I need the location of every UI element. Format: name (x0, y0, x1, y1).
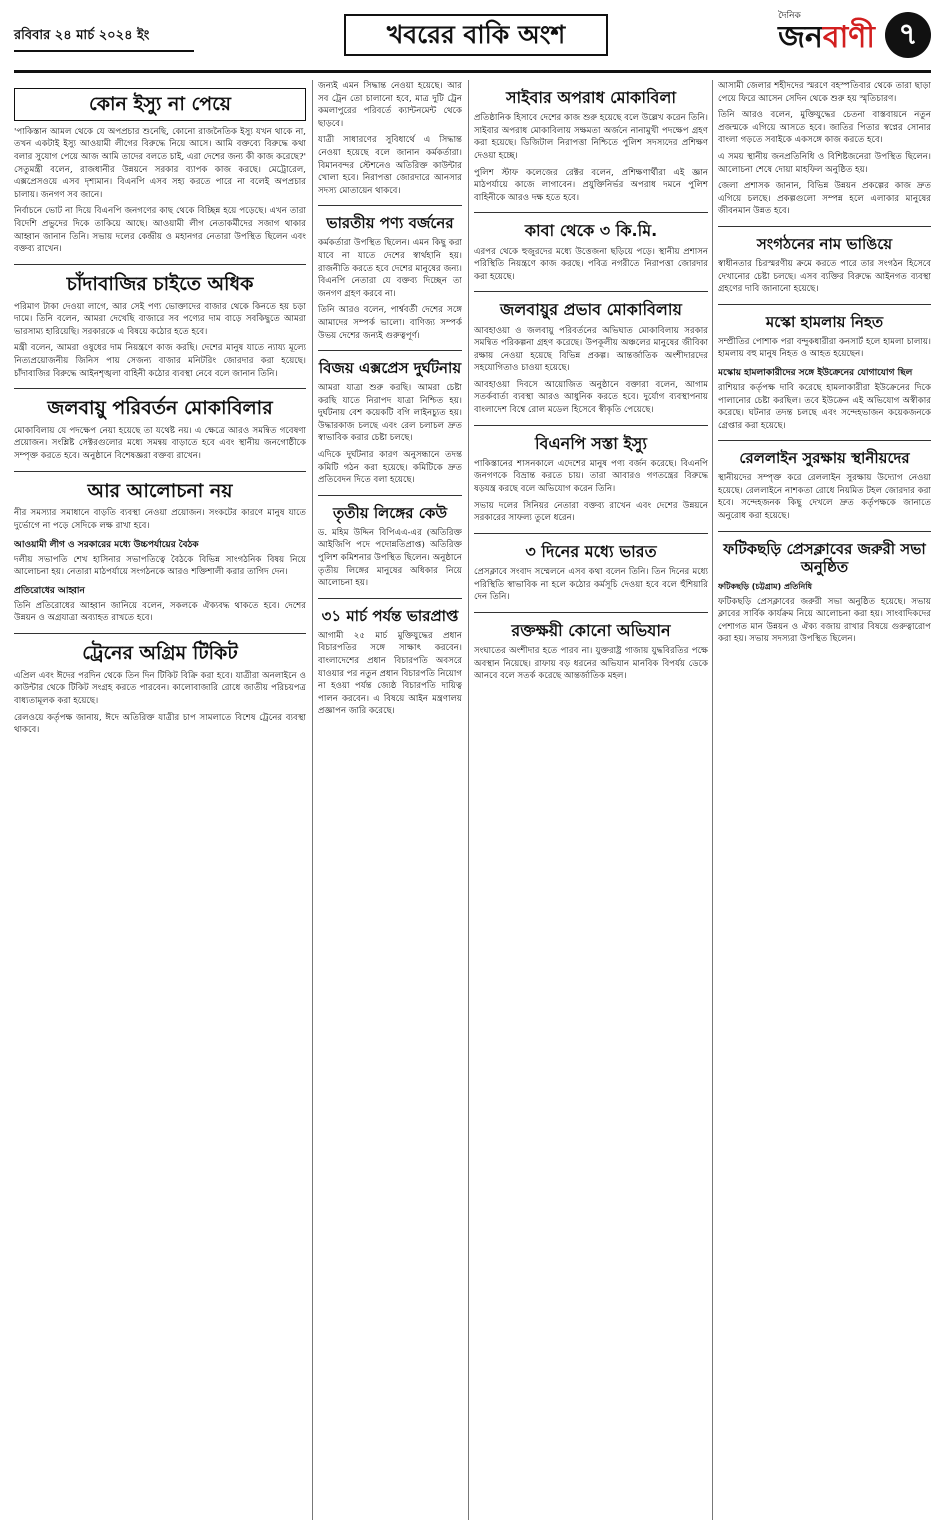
headline: ৩ দিনের মধ্যে ভারত (525, 541, 657, 561)
divider (14, 471, 306, 472)
headline: তৃতীয় লিঙ্গের কেউ (332, 503, 448, 522)
article-text: পুলিশ স্টাফ কলেজের রেক্টর বলেন, প্রশিক্ষণার্থীরা এই জ্ঞান মাঠপর্যায়ে কাজে লাগাবেন। প্রযুক্তিনির্ভর অপরাধ দমনে পুলিশ বাহিনীকে আরও দক্ষ হতে হবে। (474, 167, 708, 203)
divider (718, 440, 931, 441)
headline: রেললাইন সুরক্ষায় স্থানীয়দের (739, 449, 910, 468)
column-2 (318, 80, 462, 1520)
headline: জলবায়ু পরিবর্তন মোকাবিলার (47, 397, 273, 420)
article-text: আগামী ২৫ মার্চ মুক্তিযুদ্ধের প্রধান বিচারপতির সঙ্গে সাক্ষাৎ করবেন। বাংলাদেশের প্রধান বিচারপতি অবসরে যাওয়ার পর নতুন প্রধান বিচারপতি নিয়োগ না হওয়া পর্যন্ত জ্যেষ্ঠ বিচারপতি দায়িত্ব পালন করবেন। এ বিষয়ে আইন মন্ত্রণালয় প্রজ্ঞাপন জারি করেছে। (318, 630, 462, 717)
logo-tagline: দৈনিক (778, 11, 801, 21)
divider (14, 264, 306, 265)
headline: চাঁদাবাজির চাইতে অধিক (66, 272, 254, 295)
page-number-badge: ৭ (885, 12, 931, 58)
divider (14, 633, 306, 634)
article-text: জেলা প্রশাসক জানান, বিভিন্ন উন্নয়ন প্রকল্পের কাজ দ্রুত এগিয়ে চলছে। প্রকল্পগুলো সম্পন্ন হলে এলাকার মানুষের জীবনমান উন্নত হবে। (718, 181, 931, 217)
article-text: পরিমাণ টাকা দেওয়া লাগে, আর সেই পণ্য ভোক্তাদের বাজার থেকে কিনতে হয় চড়া দামে। তিনি বলেন, আমরা দেখেছি বাজারে সব পণ্যের দাম বাড়ে সবকিছুতে আমরা ভারসাম্য হারিয়েছি। সরকারকে এ বিষয়ে কঠোর হতে হবে। (14, 301, 306, 337)
headline: ট্রেনের অগ্রিম টিকিট (82, 642, 238, 665)
divider (718, 304, 931, 305)
article-text: প্রতিষ্ঠানিক হিসাবে দেশের কাজ শুরু হয়েছে বলে উল্লেখ করেন তিনি। সাইবার অপরাধ মোকাবিলায় সক্ষমতা অর্জনে নানামুখী পদক্ষেপ গ্রহণ করা হয়েছে। ডিজিটাল নিরাপত্তা নিশ্চিতে পুলিশ সদস্যদের প্রশিক্ষণ দেওয়া হচ্ছে। (474, 113, 708, 161)
column-3 (474, 80, 708, 1520)
column-1 (14, 80, 306, 1520)
byline: ফটিকছড়ি (চট্টগ্রাম) প্রতিনিধি (718, 581, 813, 591)
article-text: ড. মহিম উদ্দিন বিপিএএ-এর (অতিরিক্ত আইজিপি পদে পদোন্নতিপ্রাপ্ত) অতিরিক্ত পুলিশ কমিশনার উপস্থিত ছিলেন। অনুষ্ঠানে তৃতীয় লিঙ্গের মানুষের অধিকার নিয়ে আলোচনা হয়। (318, 527, 462, 589)
divider (474, 291, 708, 292)
column-divider (312, 80, 313, 1520)
article-text: ফটিকছড়ি প্রেসক্লাবের জরুরী সভা অনুষ্ঠিত হয়েছে। সভায় ক্লাবের সার্বিক কার্যক্রম নিয়ে আলোচনা করা হয়। সাংবাদিকদের পেশাগত মান উন্নয়ন ও ঐক্য বজায় রাখার বিষয়ে গুরুত্বারোপ করা হয়। সভায় সদস্যরা উপস্থিত ছিলেন। (718, 596, 931, 645)
headline: সাইবার অপরাধ মোকাবিলা (505, 88, 677, 107)
article-text: স্বাধীনতার চিরস্মরণীয় ক্রমে করতে পারে তার সংগঠন হিসেবে দেখানোর চেষ্টা চলছে। এসব ব্যক্তির বিরুদ্ধে আইনগত ব্যবস্থা গ্রহণের দাবি জানানো হয়েছে। (718, 258, 931, 295)
article-text: আবহাওয়া দিবসে আয়োজিত অনুষ্ঠানে বক্তারা বলেন, আগাম সতর্কবার্তা ব্যবস্থা আরও আধুনিক করতে হবে। দুর্যোগ ব্যবস্থাপনায় বাংলাদেশ বিশ্বে রোল মডেল হিসেবে স্বীকৃতি পেয়েছে। (474, 379, 708, 416)
divider (318, 598, 462, 599)
divider (474, 212, 708, 213)
headline: ফটিকছড়ি প্রেসক্লাবের জরুরী সভা অনুষ্ঠিত (723, 539, 926, 576)
article-text: রেলওয়ে কর্তৃপক্ষ জানায়, ঈদে অতিরিক্ত যাত্রীর চাপ সামলাতে বিশেষ ট্রেনের ব্যবস্থা থাকবে। (14, 712, 306, 736)
article-text: তিনি আরও বলেন, পার্শ্ববর্তী দেশের সঙ্গে আমাদের সম্পর্ক ভালো। বাণিজ্য সম্পর্ক উভয় দেশের জন্যই গুরুত্বপূর্ণ। (318, 305, 462, 341)
article-text: আমরা যাত্রা শুরু করছি। আমরা চেষ্টা করছি যাতে নিরাপদ যাত্রা নিশ্চিত হয়। দুর্ঘটনায় বেশ কয়েকটি বগি লাইনচ্যুত হয়। উদ্ধারকাজ চলছে এবং রেল চলাচল দ্রুত স্বাভাবিক করার চেষ্টা চলছে। (318, 383, 462, 444)
column-divider (712, 80, 713, 1520)
article-text: মোকাবিলায় যে পদক্ষেপ নেয়া হয়েছে তা যথেষ্ট নয়। এ ক্ষেত্রে আরও সমন্বিত গবেষণা প্রয়োজন। সংশ্লিষ্ট সেক্টরগুলোর মধ্যে সমন্বয় বাড়াতে হবে এবং স্থানীয় জনগোষ্ঠীকে সম্পৃক্ত করতে হবে। অনুষ্ঠানে বিশেষজ্ঞরা বক্তব্য রাখেন। (14, 425, 306, 462)
article-text: জন্যই এমন সিদ্ধান্ত নেওয়া হয়েছে। আর সব ট্রেন তো চালানো হবে, মাত্র দুটি ট্রেন কমলাপুরের পরিবর্তে ক্যান্টনমেন্ট থেকে ছাড়বে। (318, 81, 462, 129)
column-4 (718, 80, 931, 1520)
subheading: মস্কোয় হামলাকারীদের সঙ্গে ইউক্রেনের যোগাযোগ ছিল (718, 367, 913, 378)
logo-part-black: জন (778, 20, 823, 55)
headline: আর আলোচনা নয় (87, 479, 233, 502)
article-text: নির্বাচনে ভোট না দিয়ে বিএনপি জনগণের কাছ থেকে বিচ্ছিন্ন হয়ে পড়েছে। এখন তারা বিদেশি প্রভুদের দিকে তাকিয়ে আছে। আওয়ামী লীগ নেতাকর্মীদের সজাগ থাকার আহ্বান জানান তিনি। সভায় দলের কেন্দ্রীয় ও মহানগর নেতারা উপস্থিত ছিলেন এবং বক্তব্য রাখেন। (14, 206, 306, 255)
article-text: আবহাওয়া ও জলবায়ু পরিবর্তনের অভিঘাত মোকাবিলায় সরকার সমন্বিত পরিকল্পনা গ্রহণ করেছে। উপকূলীয় অঞ্চলের মানুষের জীবিকা রক্ষায় নেওয়া হয়েছে বিভিন্ন প্রকল্প। আন্তর্জাতিক অংশীদারদের সহযোগিতাও চাওয়া হয়েছে। (474, 325, 708, 374)
article-text: প্রেসক্লাবে সংবাদ সম্মেলনে এসব কথা বলেন তিনি। তিন দিনের মধ্যে পরিস্থিতি স্বাভাবিক না হলে কঠোর কর্মসূচি দেওয়া হবে বলে হুঁশিয়ারি দেন তিনি। (474, 567, 708, 603)
headline: রক্তক্ষয়ী কোনো অভিযান (511, 620, 671, 640)
divider (474, 533, 708, 534)
article-text: নীর সমস্যার সমাধানে বাড়তি ব্যবস্থা নেওয়া প্রয়োজন। সংকটের কারণে মানুষ যাতে দুর্ভোগে না পড়ে সেদিকে লক্ষ রাখা হবে। (14, 508, 306, 532)
masthead (14, 0, 931, 73)
article-text: সম্প্রীতির পোশাক পরা বন্দুকধারীরা কনসার্ট হলে হামলা চালায়। হামলায় বহু মানুষ নিহত ও আহত হয়েছেন। (718, 336, 931, 360)
article-text: সভায় দলের সিনিয়র নেতারা বক্তব্য রাখেন এবং দেশের উন্নয়নে সরকারের সাফল্য তুলে ধরেন। (474, 500, 708, 524)
column-divider (468, 80, 469, 1520)
article-text: স্থানীয়দের সম্পৃক্ত করে রেললাইন সুরক্ষায় উদ্যোগ নেওয়া হয়েছে। রেললাইনে নাশকতা রোধে নিয়মিত টহল জোরদার করা হবে। সন্দেহজনক কিছু দেখলে দ্রুত কর্তৃপক্ষকে জানাতে অনুরোধ করা হয়েছে। (718, 473, 931, 522)
headline: ভারতীয় পণ্য বর্জনের (326, 214, 454, 233)
logo-part-red: বাণী (822, 20, 875, 55)
article-text: তিনি প্রতিরোধের আহ্বান জানিয়ে বলেন, সকলকে ঐক্যবদ্ধ থাকতে হবে। দেশের উন্নয়ন ও অগ্রযাত্রা অব্যাহত রাখতে হবে। (14, 600, 306, 624)
divider (318, 205, 462, 206)
divider (718, 226, 931, 227)
article-text: যাত্রী সাধারণের সুবিধার্থে এ সিদ্ধান্ত নেওয়া হয়েছে বলে জানান কর্মকর্তারা। বিমানবন্দর স্টেশনেও অতিরিক্ত কাউন্টার খোলা হবে। নিরাপত্তা জোরদারে আনসার সদস্য মোতায়েন থাকবে। (318, 135, 462, 196)
headline: কাবা থেকে ৩ কি.মি. (524, 221, 658, 241)
article-text: 'পাকিস্তান আমল থেকে যে অপপ্রচার শুনেছি, কোনো রাজনৈতিক ইস্যু যখন থাকে না, তখন একটাই ইস্যু আওয়ামী লীগের বিরুদ্ধে নিয়ে আসে। আমি বক্তব্যে বিরুদ্ধে কথা বলার সুযোগ পেয়ে আজ আমি তাদের বলতে চাই, এরা দেশের জন্য কী কাজ করেছে?' সেতুমন্ত্রী বলেন, রাজধানীর উন্নয়নে সরকার ব্যাপক কাজ করছে। মেট্রোরেল, এক্সপ্রেসওয়ে এসব দৃশ্যমান। বিএনপি এসব সহ্য করতে পারে না বলেই অপপ্রচার চালায়। জনগণ সব জানে। (14, 126, 306, 200)
article-text: এরপর থেকে হুজুরদের মধ্যে উত্তেজনা ছড়িয়ে পড়ে। স্থানীয় প্রশাসন পরিস্থিতি নিয়ন্ত্রণে কাজ করছে। পবিত্র নগরীতে নিরাপত্তা জোরদার করা হয়েছে। (474, 246, 708, 282)
article-text: কর্মকর্তারা উপস্থিত ছিলেন। এমন কিছু করা যাবে না যাতে দেশের স্বার্থহানি হয়। রাজনীতি করতে হবে দেশের মানুষের জন্য। বিএনপি নেতারা যে বক্তব্য দিচ্ছেন তা জনগণ গ্রহণ করবে না। (318, 238, 462, 299)
subheading: প্রতিরোধের আহ্বান (14, 585, 85, 596)
article-text: পাকিস্তানের শাসনকালে এদেশের মানুষ পণ্য বর্জন করেছে। বিএনপি জনগণকে বিভ্রান্ত করতে চায়। তারা আবারও গণতন্ত্রের বিরুদ্ধে ষড়যন্ত্র করছে বলে অভিযোগ করেন তিনি। (474, 458, 708, 495)
article-text: তিনি আরও বলেন, মুক্তিযুদ্ধের চেতনা বাস্তবায়নে নতুন প্রজন্মকে এগিয়ে আসতে হবে। জাতির পিতার স্বপ্নের সোনার বাংলা গড়তে সবাইকে একসঙ্গে কাজ করতে হবে। (718, 110, 931, 146)
divider (718, 531, 931, 532)
headline: কোন ইস্যু না পেয়ে (14, 88, 306, 121)
headline: ৩১ মার্চ পর্যন্ত ভারপ্রাপ্ত (321, 606, 459, 625)
article-text: এদিকে দুর্ঘটনার কারণ অনুসন্ধানে তদন্ত কমিটি গঠন করা হয়েছে। কমিটিকে দ্রুত প্রতিবেদন দিতে বলা হয়েছে। (318, 450, 462, 486)
divider (474, 425, 708, 426)
section-title: খবরের বাকি অংশ (344, 14, 608, 56)
divider (14, 388, 306, 389)
article-text: আসামী জেলার শহীদদের স্মরণে বহস্পতিবার থেকে তারা ছাড়া পেয়ে ফিরে আসেন সেদিন থেকে শুরু হয় স্মৃতিচারণ। (718, 81, 931, 104)
article-text: এপ্রিল এবং ঈদের পরদিন থেকে তিন দিন টিকিট বিক্রি করা হবে। যাত্রীরা অনলাইনে ও কাউন্টার থেকে টিকিট সংগ্রহ করতে পারবেন। কালোবাজারি রোধে জাতীয় পরিচয়পত্র বাধ্যতামূলক করা হয়েছে। (14, 670, 306, 707)
headline: জলবায়ুর প্রভাব মোকাবিলায় (500, 300, 682, 320)
article-text: মন্ত্রী বলেন, আমরা ওষুধের দাম নিয়ন্ত্রণে কাজ করছি। দেশের মানুষ যাতে ন্যায্য মূল্যে নিত্যপ্রয়োজনীয় জিনিস পায় সেজন্য বাজার মনিটরিং জোরদার করা হয়েছে। চাঁদাবাজির বিরুদ্ধে আইনশৃঙ্খলা বাহিনী কঠোর ব্যবস্থা নেবে বলে জানান তিনি। (14, 343, 306, 379)
divider (318, 350, 462, 351)
divider (474, 612, 708, 613)
subheading: আওয়ামী লীগ ও সরকারের মধ্যে উচ্চপর্যায়ের বৈঠক (14, 539, 199, 550)
article-text: রাশিয়ার কর্তৃপক্ষ দাবি করেছে হামলাকারীরা ইউক্রেনের দিকে পালানোর চেষ্টা করছিল। তবে ইউক্রেন এই অভিযোগ অস্বীকার করেছে। ঘটনার তদন্ত চলছে এবং সন্দেহভাজন কয়েকজনকে গ্রেপ্তার করা হয়েছে। (718, 382, 931, 431)
divider (318, 495, 462, 496)
article-text: দলীয় সভাপতি শেখ হাসিনার সভাপতিত্বে বৈঠকে বিভিন্ন সাংগঠনিক বিষয় নিয়ে আলোচনা হয়। নেতারা মাঠপর্যায়ে সংগঠনকে আরও শক্তিশালী করার তাগিদ দেন। (14, 554, 306, 578)
issue-date: রবিবার ২৪ মার্চ ২০২৪ ইং (14, 26, 194, 52)
headline: বিএনপি সস্তা ইস্যু (534, 433, 648, 453)
article-columns (14, 80, 931, 1520)
article-text: এ সময় স্থানীয় জনপ্রতিনিধি ও বিশিষ্টজনেরা উপস্থিত ছিলেন। আলোচনা শেষে দোয়া মাহফিল অনুষ্ঠিত হয়। (718, 151, 931, 175)
headline: সংগঠনের নাম ভাঙিয়ে (756, 234, 893, 253)
article-text: সংঘাতের অংশীদার হতে পারব না। যুক্তরাষ্ট্র গাজায় যুদ্ধবিরতির পক্ষে অবস্থান নিয়েছে। রাফায় বড় ধরনের অভিযান মানবিক বিপর্যয় ডেকে আনবে বলে সতর্ক করেছে আন্তর্জাতিক মহল। (474, 645, 708, 682)
newspaper-logo (778, 8, 875, 53)
headline: বিজয় এক্সপ্রেস দুর্ঘটনায় (318, 359, 462, 378)
headline: মস্কো হামলায় নিহত (765, 312, 884, 331)
